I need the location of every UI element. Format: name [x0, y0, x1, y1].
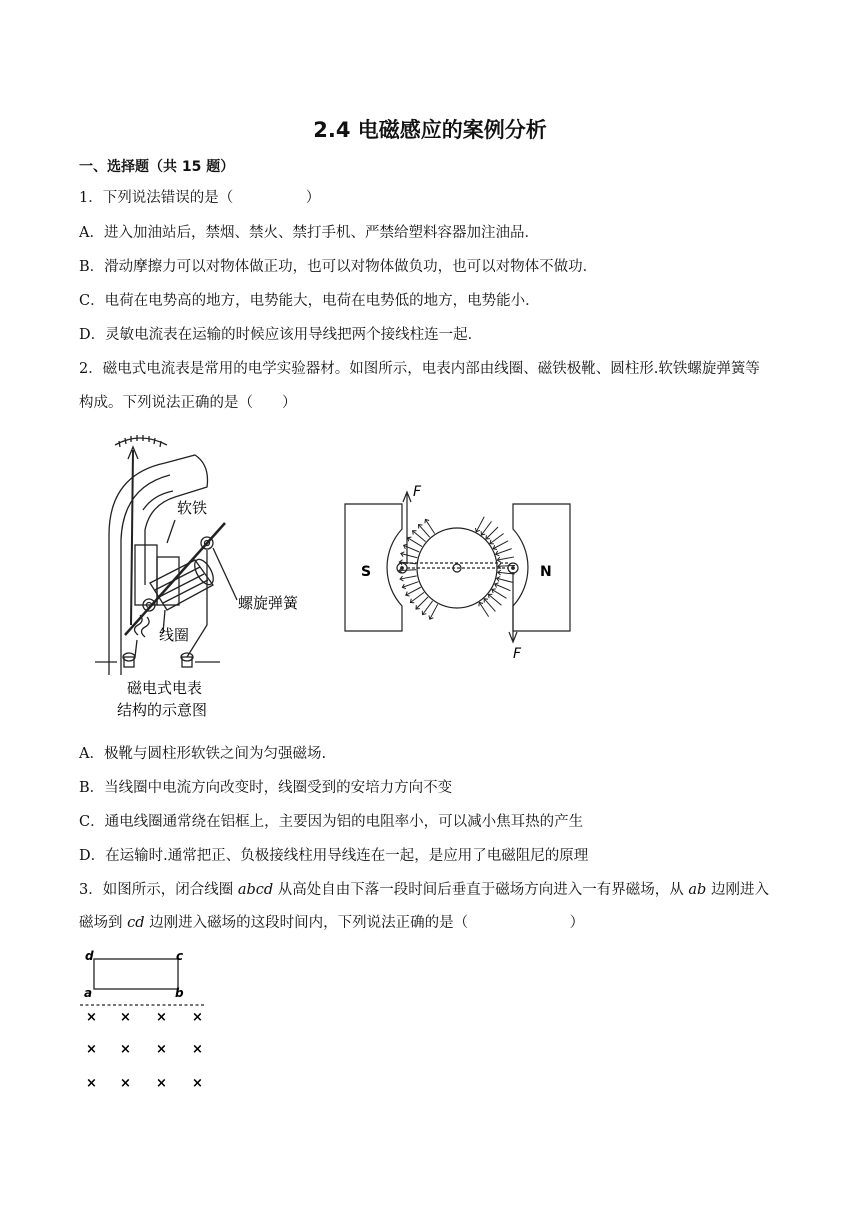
force-label-top: F — [413, 484, 422, 500]
label-coil: 线圈 — [159, 626, 190, 644]
field-cross: × — [192, 1010, 203, 1025]
corner-b-label: b — [175, 986, 184, 1000]
field-cross: × — [120, 1042, 131, 1057]
q2-option-a: A．极靴与圆柱形软铁之间为匀强磁场. — [79, 746, 327, 762]
figure-caption-line1: 磁电式电表 — [127, 679, 203, 697]
field-cross: × — [120, 1076, 131, 1091]
field-cross: × — [156, 1042, 167, 1057]
coil-and-field-figure — [80, 945, 210, 1095]
force-label-bottom: F — [513, 646, 522, 662]
q3-stem-line1: 3．如图所示，闭合线圈 abcd 从高处自由下落一段时间后垂直于磁场方向进入一有界磁场，从 ab 边刚进入 — [79, 882, 769, 898]
galvanometer-structure-figure — [95, 425, 325, 725]
pole-s-label: S — [361, 564, 372, 580]
field-cross: × — [156, 1010, 167, 1025]
corner-c-label: c — [176, 949, 184, 963]
section-heading: 一、选择题（共 15 题） — [79, 159, 235, 175]
corner-a-label: a — [84, 986, 93, 1000]
label-soft-iron: 软铁 — [177, 499, 208, 517]
q2-stem-line2: 构成。下列说法正确的是（ ） — [79, 395, 297, 411]
q1-option-d: D．灵敏电流表在运输的时候应该用导线把两个接线柱连一起． — [79, 327, 483, 343]
label-spiral-spring: 螺旋弹簧 — [238, 594, 299, 612]
q1-option-b: B．滑动摩擦力可以对物体做正功，也可以对物体做负功，也可以对物体不做功． — [79, 259, 598, 275]
pole-n-label: N — [540, 564, 552, 580]
field-cross: × — [156, 1076, 167, 1091]
q2-stem-line1: 2．磁电式电流表是常用的电学实验器材。如图所示，电表内部由线圈、磁铁极靴、圆柱形.软铁螺旋弹簧等 — [79, 361, 760, 377]
q3-stem-line2: 磁场到 cd 边刚进入磁场的这段时间内，下列说法正确的是（ ） — [79, 915, 585, 931]
q1-stem: 1．下列说法错误的是（ ） — [79, 190, 321, 206]
field-cross: × — [192, 1076, 203, 1091]
q2-option-c: C．通电线圈通常绕在铝框上，主要因为铝的电阻率小，可以减小焦耳热的产生 — [79, 814, 584, 830]
magnetic-field-crosses — [86, 1010, 203, 1091]
q2-option-b: B．当线圈中电流方向改变时，线圈受到的安培力方向不变 — [79, 780, 453, 796]
radial-magnetic-field-figure — [345, 480, 570, 665]
q2-option-d: D．在运输时.通常把正、负极接线柱用导线连在一起，是应用了电磁阻尼的原理 — [79, 848, 589, 864]
corner-d-label: d — [85, 949, 94, 963]
figure-caption-line2: 结构的示意图 — [117, 701, 208, 719]
field-cross: × — [120, 1010, 131, 1025]
field-cross: × — [86, 1042, 97, 1057]
field-cross: × — [192, 1042, 203, 1057]
q1-option-a: A．进入加油站后，禁烟、禁火、禁打手机、严禁给塑料容器加注油品． — [79, 225, 539, 241]
page-title: 2.4 电磁感应的案例分析 — [313, 118, 547, 142]
field-cross: × — [86, 1076, 97, 1091]
field-cross: × — [86, 1010, 97, 1025]
q1-option-c: C．电荷在电势高的地方，电势能大，电荷在电势低的地方，电势能小． — [79, 293, 540, 309]
